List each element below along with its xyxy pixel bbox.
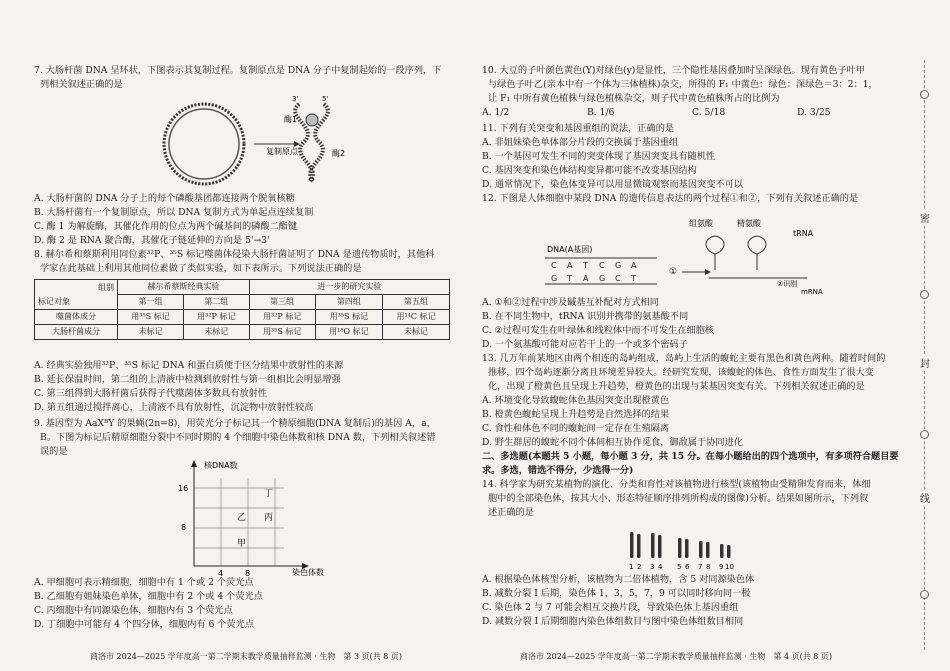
- q9-cell-bing: 丙: [264, 513, 274, 523]
- q7-label-enzyme1: 酶1: [284, 115, 298, 124]
- karyotype-number: 4: [658, 563, 663, 571]
- q8-col-2: 第二组: [183, 295, 249, 310]
- q7-option-a: A. 大肠杆菌的 DNA 分子上的每个磷酸基团都连接两个脱氧核糖: [34, 193, 295, 204]
- q9-cell-yi: 乙: [237, 513, 247, 523]
- q9-chromosome-dna-grid: [164, 458, 324, 576]
- q7-options: [34, 192, 464, 248]
- q12-label-arginine: 精氨酸: [737, 219, 761, 228]
- q10-option-a: A. 1/2: [482, 107, 510, 118]
- chromosome-9: [720, 544, 724, 558]
- q14-option-d: D. 减数分裂 I 后期细胞内染色体组数目与图中染色体组数目相同: [482, 616, 744, 627]
- svg-text:A: A: [631, 261, 637, 270]
- q12-options: [482, 296, 902, 352]
- section-2-title-line1: 二、多选题(本题共 5 小题，每小题 3 分，共 15 分。在每小题给出的四个选项中，有多项符合题目要: [482, 451, 899, 462]
- q9-option-a: A. 甲细胞可表示精细胞，细胞中有 1 个或 2 个荧光点: [34, 577, 254, 588]
- q12-stem: 12. 下图是人体细胞中某段 DNA 的遗传信息表达的两个过程①和②，下列有关叙述正确的是: [482, 193, 859, 204]
- seal-char-feng: 封: [917, 355, 933, 370]
- q9-option-d: D. 丁细胞中可能有 4 个四分体，细胞内有 6 个荧光点: [34, 619, 255, 630]
- q8-col-4: 第四组: [315, 295, 382, 310]
- q10-option-c: C. 5/18: [692, 107, 726, 118]
- svg-text:A: A: [567, 261, 573, 270]
- q8-options: [34, 359, 464, 415]
- q13-option-b: B. 橙黄色蝮蛇呈现上升趋势是自然选择的结果: [482, 409, 670, 420]
- svg-text:T: T: [631, 274, 636, 283]
- table-cell: 用³²P 标记: [249, 310, 315, 325]
- q8-col-5: 第五组: [383, 295, 450, 310]
- karyotype-number: 3: [650, 563, 655, 571]
- q9-cell-ding: 丁: [264, 489, 274, 499]
- q9-ytick-8: 8: [181, 523, 187, 532]
- q7-label-enzyme2: 酶2: [332, 149, 346, 158]
- table-cell: 未标记: [118, 325, 184, 340]
- q7-option-d: D. 酶 2 是 RNA 聚合酶，其催化子链延伸的方向是 5'→3': [34, 235, 270, 246]
- table-cell: 用³⁵S 标记: [249, 325, 315, 340]
- q13-option-c: C. 食性和体色不同的蝮蛇间一定存在生殖隔离: [482, 423, 670, 434]
- footer-right: 商洛市 2024—2025 学年度高一第二学期末教学质量抽样监测 · 生物 第 4 页(共 8 页): [520, 652, 833, 661]
- q13-stem-line3: 化，出现了橙黄色且呈现上升趋势，橙黄色的出现与某基因突变有关。下列相关叙述正确的是: [488, 381, 865, 392]
- svg-text:G: G: [615, 261, 622, 270]
- q14-stem-line1: 14. 科学家为研究某植物的演化、分类和育性对该植物进行核型(该植物由受精卵发育而来，体细: [482, 479, 871, 490]
- q14-stem-line2: 胞中的全部染色体，按其大小、形态特征顺序排列所构成的图像)分析。结果如图所示，下列叙: [488, 493, 869, 504]
- q8-option-d: D. 第五组通过搅拌离心，上清液不具有放射性，沉淀物中放射性较高: [34, 402, 314, 413]
- q12-label-step1: ①: [669, 267, 678, 277]
- chromosome-7: [699, 541, 703, 558]
- question-8: [34, 248, 464, 276]
- q13-stem-line2: 推移，四个岛屿逐渐分离且环境差异较大。经研究发现，该蝮蛇的体色、食性方面发生了很大变: [488, 367, 874, 378]
- q8-experiment-table: [34, 279, 450, 340]
- table-cell: 用³²P 标记: [183, 310, 249, 325]
- karyotype-number: 6: [685, 563, 690, 571]
- q10-option-d: D. 3/25: [797, 107, 831, 118]
- q10-option-b: B. 1/6: [587, 107, 615, 118]
- q9-ytick-16: 16: [178, 484, 189, 493]
- binding-hole-icon: [920, 90, 929, 99]
- chromosome-3: [651, 533, 655, 558]
- karyotype-number: 2: [637, 563, 642, 571]
- question-9: [34, 417, 464, 459]
- q11-option-c: C. 基因突变和染色体结构变异都可能不改变基因结构: [482, 165, 697, 176]
- q8-col-1: 第一组: [118, 295, 184, 310]
- q12-label-step2: ②识别: [777, 280, 798, 288]
- chromosome-2: [637, 534, 641, 558]
- q8-table-corner: 组别 标记对象: [35, 280, 118, 310]
- q8-option-b: B. 延长保温时间，第二组的上清液中检测到放射性与第一组相比会明显增强: [34, 374, 341, 385]
- q12-label-dna: DNA(A基因): [547, 245, 593, 254]
- q10-stem-line2: 与绿色子叶乙(亲本中有一个体为三体植株)杂交，所得的 F₁ 中黄色：绿色：深绿色＝3：2：1，: [488, 79, 878, 90]
- q8-row-label: 大肠杆菌成分: [35, 325, 118, 340]
- q10-stem-line3: 让 F₁ 中所有黄色植株与绿色植株杂交，则子代中黄色植株所占的比例为: [488, 93, 780, 104]
- seal-char-xian: 线: [917, 490, 933, 505]
- q9-option-b: B. 乙细胞有姐妹染色单体，细胞中有 2 个或 4 个荧光点: [34, 591, 263, 602]
- q11-stem: 11. 下列有关突变和基因重组的说法，正确的是: [482, 123, 675, 134]
- q9-xlabel: 染色体数: [292, 568, 324, 576]
- q12-option-b: B. 在不同生物中，tRNA 识别并携带的氨基酸不同: [482, 311, 689, 322]
- q7-label-3prime: 3': [292, 95, 299, 103]
- table-cell: 用³⁵S 标记: [315, 310, 382, 325]
- q8-col-3: 第三组: [249, 295, 315, 310]
- q7-label-origin: 复制原点: [266, 147, 298, 156]
- q13-option-a: A. 环境变化导致蝮蛇体色基因突变出现橙黄色: [482, 395, 670, 406]
- karyotype-number: 9: [719, 563, 724, 571]
- q11-option-a: A. 非姐妹染色单体部分片段的交换属于基因重组: [482, 137, 679, 148]
- q9-xtick-8: 8: [245, 569, 251, 576]
- chromosome-10: [727, 545, 731, 558]
- q14-options: [482, 573, 902, 629]
- q7-label-5prime: 5': [322, 95, 329, 103]
- q12-label-mrna: mRNA: [801, 288, 823, 296]
- q10-options: [482, 106, 902, 120]
- chromosome-6: [685, 539, 689, 558]
- seal-char-mi: 密: [917, 210, 933, 225]
- question-7: [34, 64, 464, 92]
- q8-group-further: 进一步的研究实验: [249, 280, 449, 295]
- chromosome-1: [630, 532, 634, 558]
- q9-stem-line3: 误的是: [40, 446, 68, 457]
- q12-expression-figure: [537, 212, 837, 296]
- q9-xtick-4: 4: [218, 569, 224, 576]
- table-cell: 未标记: [183, 325, 249, 340]
- q8-row-label: 噬菌体成分: [35, 310, 118, 325]
- q12-option-a: A. ①和②过程中涉及碱基互补配对方式相同: [482, 297, 659, 308]
- q8-option-a: A. 经典实验独用³²P、³⁵S 标记 DNA 和蛋白质便于区分结果中放射性的来源: [34, 360, 344, 371]
- question-11: [482, 122, 902, 206]
- q14-karyotype-figure: [627, 530, 757, 572]
- table-cell: 用¹⁸O 标记: [315, 325, 382, 340]
- section-2-title-line2: 求。多选，错选不得分，少选得一分): [482, 465, 634, 476]
- footer-left: 商洛市 2024—2025 学年度高一第二学期末教学质量抽样监测 · 生物 第 3 页(共 8 页): [90, 652, 403, 661]
- question-13: [482, 352, 902, 520]
- chromosome-5: [678, 538, 682, 558]
- q14-option-b: B. 减数分裂 I 后期，染色体 1，3，5，7，9 可以同时移向同一极: [482, 588, 751, 599]
- q8-option-c: C. 第三组得到大肠杆菌后获得子代噬菌体多数具有放射性: [34, 388, 268, 399]
- binding-hole-icon: [920, 290, 929, 299]
- q9-options: [34, 576, 464, 632]
- chromosome-8: [706, 542, 710, 558]
- q14-option-a: A. 根据染色体核型分析，该植物为二倍体植物，含 5 对同源染色体: [482, 574, 755, 585]
- table-cell: 用¹⁴C 标记: [383, 310, 450, 325]
- q10-stem-line1: 10. 大豆的子叶颜色黄色(Y)对绿色(y)是显性，三个隐性基因叠加时呈深绿色。现有黄色子叶甲: [482, 65, 866, 76]
- binding-hole-icon: [920, 430, 929, 439]
- svg-text:C: C: [551, 261, 557, 270]
- q13-option-d: D. 野生群居的蝮蛇不同个体间相互协作觅食，御敌属于协同进化: [482, 437, 743, 448]
- chromosome-4: [658, 535, 662, 558]
- table-cell: 用³⁵S 标记: [118, 310, 184, 325]
- svg-text:C: C: [615, 274, 621, 283]
- table-row: [35, 310, 450, 325]
- q7-option-b: B. 大肠杆菌有一个复制原点，所以 DNA 复制方式为单起点连续复制: [34, 207, 314, 218]
- q9-stem-line2: B。下图为标记后精原细胞分裂中不同时期的 4 个细胞中染色体数和核 DNA 数，下列相关叙述错: [40, 432, 436, 443]
- q13-stem-line1: 13. 几万年前某地区由两个相连的岛屿组成，岛屿上生活的蝮蛇主要有黑色和黄色两种。随着时间的: [482, 353, 886, 364]
- question-10: [482, 64, 902, 120]
- svg-text:C: C: [599, 261, 605, 270]
- svg-text:T: T: [583, 261, 588, 270]
- karyotype-number: 10: [725, 563, 734, 571]
- karyotype-number: 1: [629, 563, 634, 571]
- q12-option-c: C. ②过程可发生在叶绿体和线粒体中而不可发生在细胞核: [482, 325, 715, 336]
- q8-stem-line1: 8. 赫尔希和蔡斯利用同位素³²P、³⁵S 标记噬菌体侵染大肠杆菌证明了 DNA 是遗传物质时，其他科: [34, 249, 435, 260]
- q9-stem-line1: 9. 基因型为 AaXᴮY 的果蝇(2n=8)，用荧光分子标记其一个精原细胞(DNA 复制后)的基因 A，a，: [34, 418, 436, 429]
- q8-stem-line2: 学家在此基础上利用其他同位素做了类似实验，如下表所示。下列说法正确的是: [40, 263, 362, 274]
- q9-ylabel: 核DNA数: [204, 461, 238, 470]
- q7-stem-line2: 列相关叙述正确的是: [40, 79, 123, 90]
- svg-text:G: G: [551, 274, 558, 283]
- q14-stem-line3: 述正确的是: [488, 507, 534, 518]
- q12-option-d: D. 一个氨基酸可能对应若干上的一个或多个密码子: [482, 339, 688, 350]
- q9-option-c: C. 丙细胞中有同源染色体，细胞内有 3 个荧光点: [34, 605, 233, 616]
- q9-cell-jia: 甲: [237, 539, 247, 549]
- q11-option-b: B. 一个基因可发生不同的突变体现了基因突变具有随机性: [482, 151, 716, 162]
- karyotype-number: 5: [677, 563, 682, 571]
- karyotype-number: 7: [698, 563, 703, 571]
- karyotype-number: 8: [706, 563, 711, 571]
- table-cell: 未标记: [383, 325, 450, 340]
- q8-group-classic: 赫尔希蔡斯经典实验: [118, 280, 250, 295]
- binding-line: [915, 60, 935, 650]
- svg-text:G: G: [599, 274, 606, 283]
- q7-option-c: C. 酶 1 为解旋酶，其催化作用的位点为两个碱基间的磷酸二酯键: [34, 221, 298, 232]
- table-row: [35, 325, 450, 340]
- q7-stem-line1: 7. 大肠杆菌 DNA 呈环状，下图表示其复制过程。复制原点是 DNA 分子中复制起始的一段序列，下: [34, 65, 442, 76]
- q11-option-d: D. 通常情况下，染色体变异可以用显微镜观察而基因突变不可以: [482, 179, 743, 190]
- q7-replication-figure: [134, 92, 364, 192]
- svg-text:T: T: [567, 274, 572, 283]
- binding-hole-icon: [920, 590, 929, 599]
- q12-label-histidine: 组氨酸: [689, 219, 713, 228]
- q12-label-trna: tRNA: [793, 229, 814, 238]
- svg-text:A: A: [583, 274, 589, 283]
- q14-option-c: C. 染色体 2 与 7 可能会相互交换片段，导致染色体上基因重组: [482, 602, 739, 613]
